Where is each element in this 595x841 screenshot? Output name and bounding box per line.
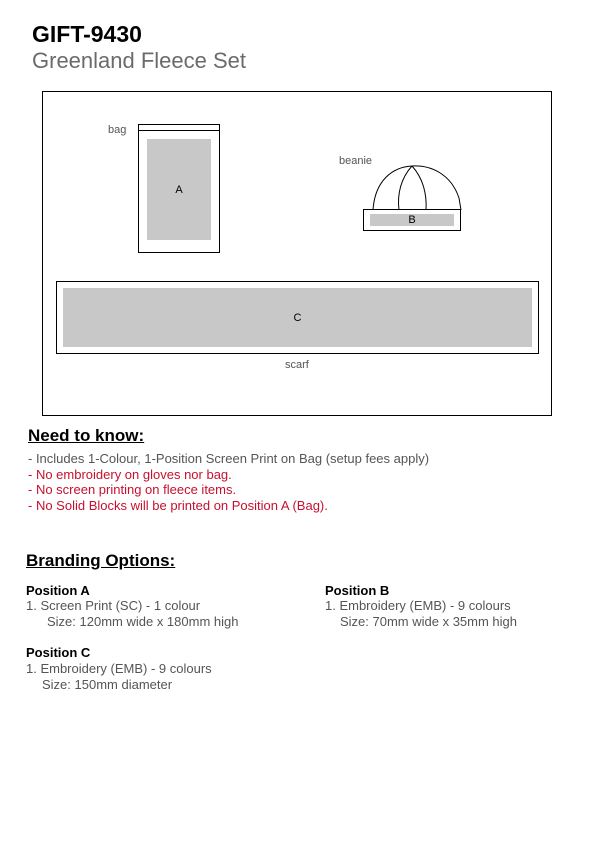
need-to-know-item: - No Solid Blocks will be printed on Position A (Bag). (28, 498, 328, 513)
print-zone-b: B (370, 214, 454, 226)
bag-top-edge (139, 130, 219, 131)
position-c-title: Position C (26, 645, 91, 660)
beanie-band (363, 209, 461, 231)
print-zone-a: A (147, 139, 211, 240)
beanie-crown-icon (371, 164, 467, 211)
position-c-size: Size: 150mm diameter (42, 677, 173, 692)
product-code: GIFT-9430 (32, 21, 142, 47)
need-to-know-item: - No embroidery on gloves nor bag. (28, 467, 232, 482)
branding-options-heading: Branding Options: (26, 551, 176, 570)
need-to-know-item: - Includes 1-Colour, 1-Position Screen Print on Bag (setup fees apply) (28, 451, 430, 466)
print-zone-c: C (63, 288, 532, 347)
scarf-label: scarf (285, 359, 309, 371)
position-c-method: 1. Embroidery (EMB) - 9 colours (26, 661, 212, 676)
scarf-outline (56, 281, 539, 354)
need-to-know-heading: Need to know: (28, 426, 145, 445)
position-b-method: 1. Embroidery (EMB) - 9 colours (325, 598, 511, 613)
beanie-label: beanie (339, 155, 373, 167)
position-a-method: 1. Screen Print (SC) - 1 colour (26, 598, 201, 613)
bag-outline (138, 124, 220, 253)
product-name: Greenland Fleece Set (32, 48, 247, 73)
position-b-title: Position B (325, 583, 390, 598)
position-b-size: Size: 70mm wide x 35mm high (340, 614, 518, 629)
need-to-know-item: - No screen printing on fleece items. (28, 482, 237, 497)
print-area-diagram (42, 91, 552, 416)
position-a-size: Size: 120mm wide x 180mm high (47, 614, 239, 629)
position-a-title: Position A (26, 583, 90, 598)
bag-label: bag (108, 124, 127, 136)
